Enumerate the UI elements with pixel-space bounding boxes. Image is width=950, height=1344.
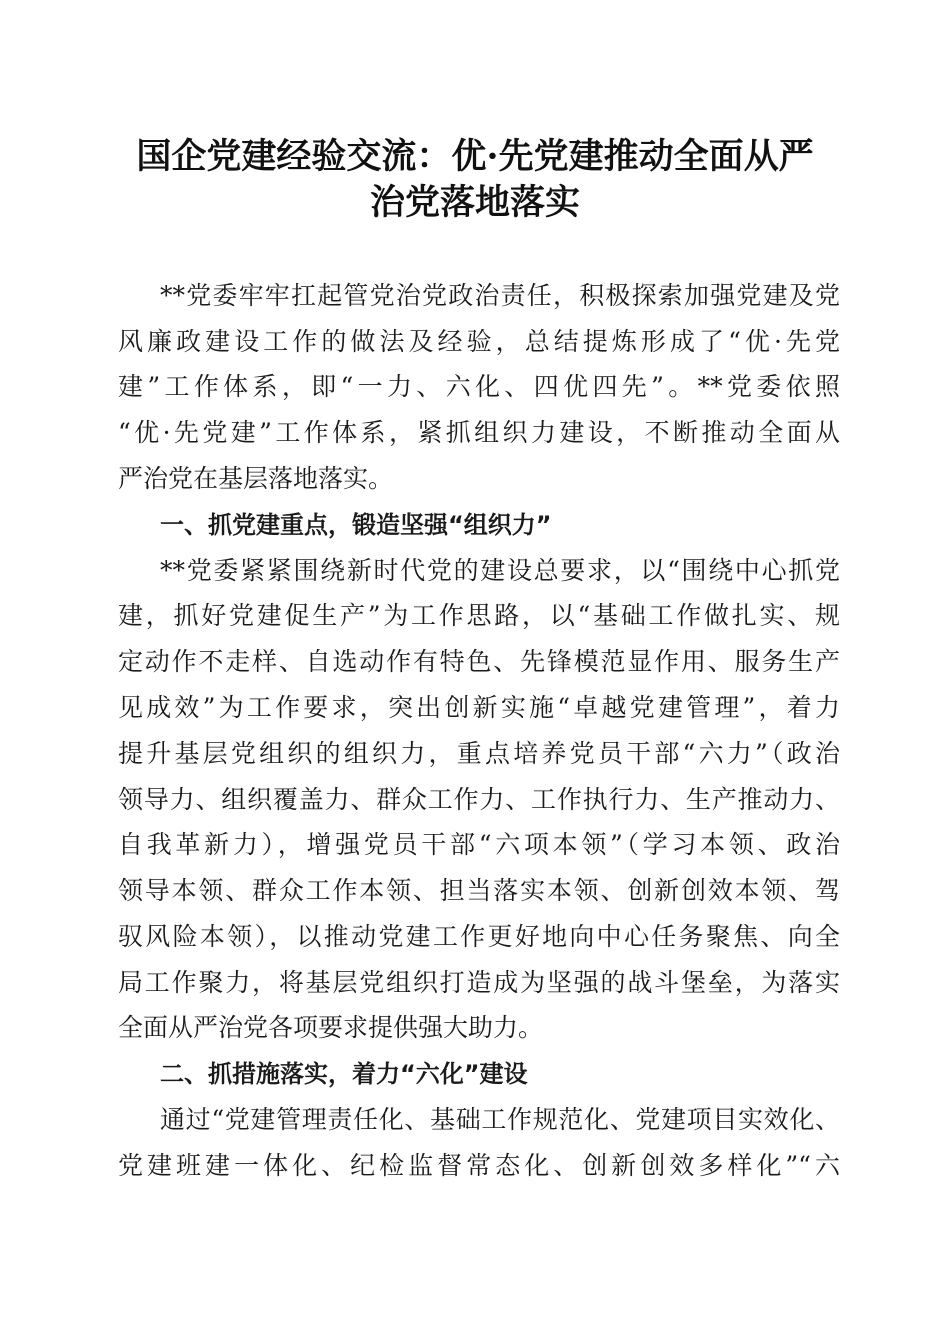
paragraph-line: 建”工作体系，即“一力、六化、四优四先”。**党委依照: [118, 372, 840, 401]
paragraph-line: 见成效”为工作要求，突出创新实施“卓越党建管理”，着力: [118, 693, 840, 722]
paragraph-line: 提升基层党组织的组织力，重点培养党员干部“六力”（政治: [118, 739, 840, 768]
paragraph-line: 自我革新力），增强党员干部“六项本领”（学习本领、政治: [118, 830, 840, 859]
document-title-line-2: 治党落地落实: [369, 182, 580, 223]
paragraph-line: **党委牢牢扛起管党治党政治责任，积极探索加强党建及党: [160, 281, 840, 310]
section-heading-2: 二、抓措施落实，着力“六化”建设: [160, 1060, 528, 1088]
paragraph-line: 领导力、组织覆盖力、群众工作力、工作执行力、生产推动力、: [118, 785, 840, 814]
paragraph-line: 定动作不走样、自选动作有特色、先锋模范显作用、服务生产: [118, 647, 840, 676]
paragraph-line: “优·先党建”工作体系，紧抓组织力建设，不断推动全面从: [118, 418, 840, 447]
section-heading-1: 一、抓党建重点，锻造坚强“组织力”: [160, 511, 552, 539]
paragraph-line: 局工作聚力，将基层党组织打造成为坚强的战斗堡垒，为落实: [118, 968, 840, 997]
paragraph-line: 建，抓好党建促生产”为工作思路，以“基础工作做扎实、规: [118, 601, 840, 630]
paragraph-line: 党建班建一体化、纪检监督常态化、创新创效多样化”“六: [118, 1151, 840, 1180]
paragraph-line: 全面从严治党各项要求提供强大助力。: [118, 1013, 544, 1042]
paragraph-line: 驭风险本领），以推动党建工作更好地向中心任务聚焦、向全: [118, 922, 840, 951]
paragraph-line: 严治党在基层落地落实。: [118, 464, 394, 493]
document-title-line-1: 国企党建经验交流：优·先党建推动全面从严: [136, 136, 814, 177]
paragraph-line: 通过“党建管理责任化、基础工作规范化、党建项目实效化、: [160, 1105, 840, 1134]
paragraph-line: 领导本领、群众工作本领、担当落实本领、创新创效本领、驾: [118, 876, 840, 905]
paragraph-line: 风廉政建设工作的做法及经验，总结提炼形成了“优·先党: [118, 327, 840, 356]
paragraph-line: **党委紧紧围绕新时代党的建设总要求，以“围绕中心抓党: [160, 556, 840, 585]
